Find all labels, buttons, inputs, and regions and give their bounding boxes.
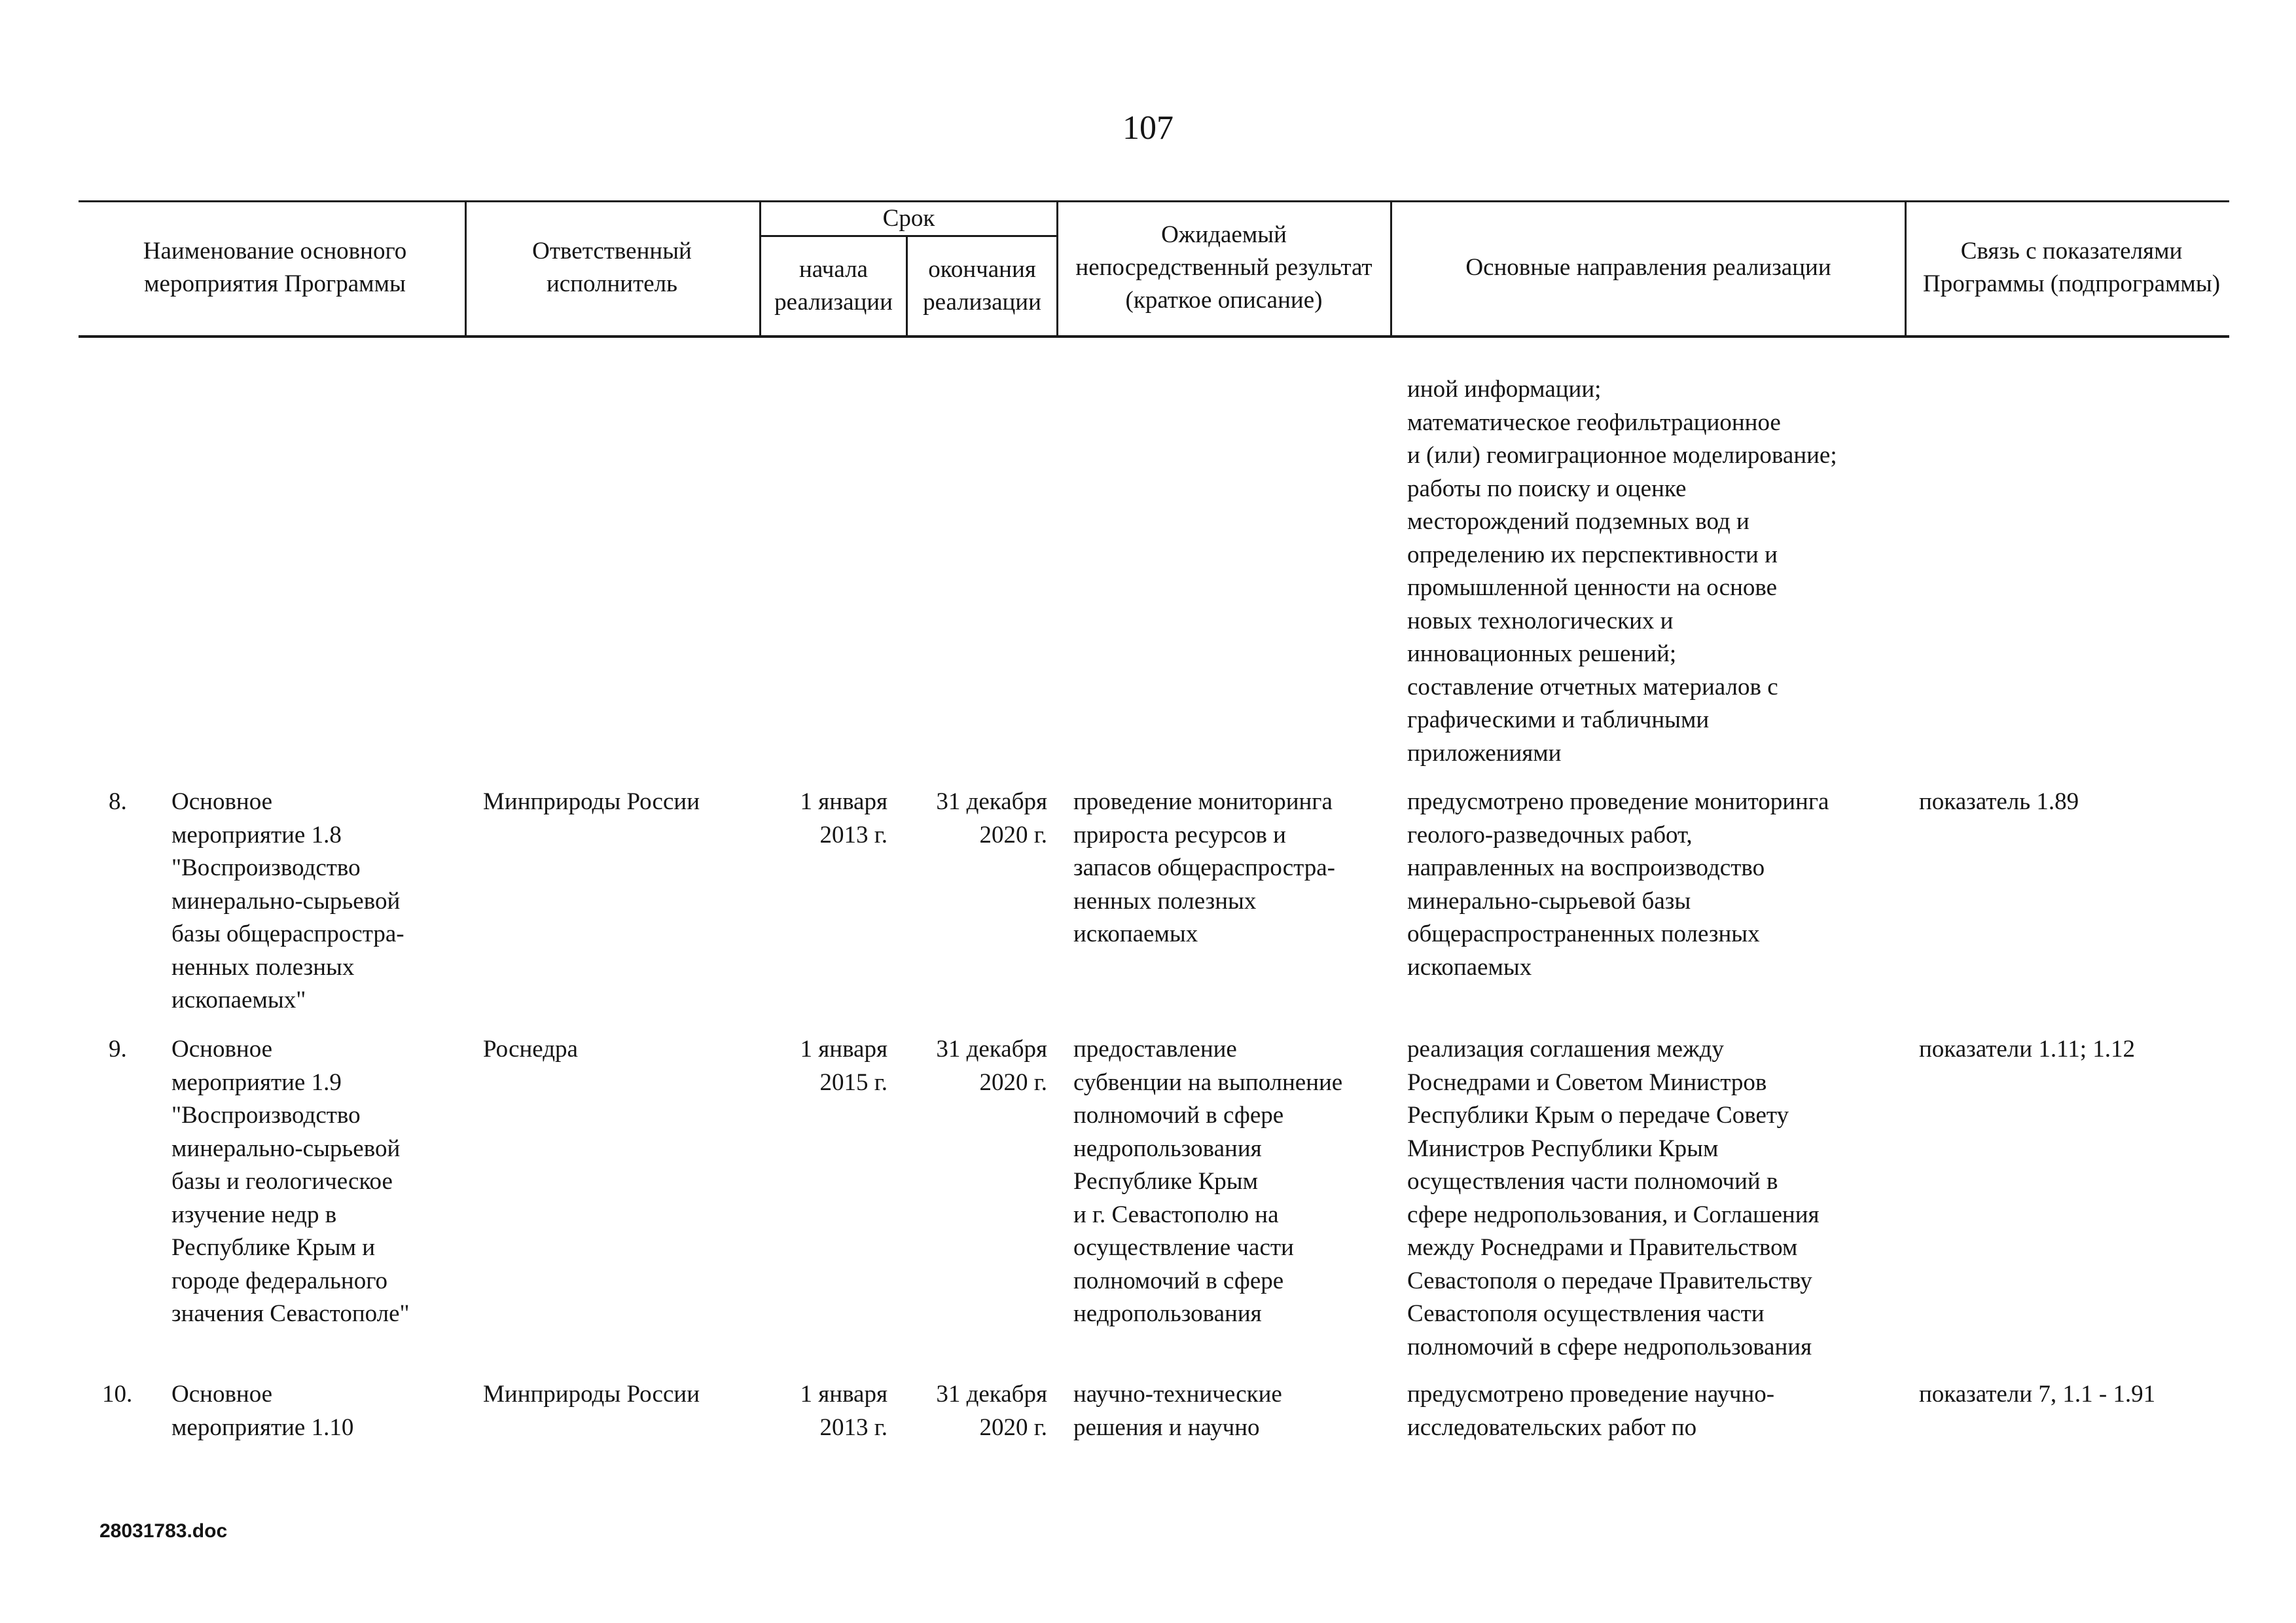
header-separator	[1056, 200, 1058, 337]
row-9-name: Основное мероприятие 1.9 "Воспроизводство минерально-сырьевой базы и геологическое изучение недр в Республике Крым и городе федерального значения Севастополе"	[171, 1036, 410, 1327]
row-8-number: 8.	[109, 788, 127, 815]
row-8-result: проведение мониторинга прироста ресурсов и запасов общераспростра- ненных полезных ископаемых	[1073, 788, 1336, 947]
header-end-column: окончания реализации	[923, 256, 1041, 316]
document-filename: 28031783.doc	[99, 1520, 228, 1542]
row-10-number: 10.	[102, 1381, 133, 1408]
row-10-indicators: показатели 7, 1.1 - 1.91	[1919, 1381, 2156, 1408]
header-link-column: Связь с показателями Программы (подпрограммы)	[1922, 238, 2221, 297]
header-separator	[465, 200, 467, 337]
row-10-start: 1 января 2013 г.	[800, 1381, 888, 1441]
row-9-directions: реализация соглашения между Роснедрами и Советом Министров Республики Крым о передаче Совету Министров Республики Крым осуществления части полномочий в сфере недропользования, и Соглашения между Роснедрами и Правительством Севастополя о передаче Правительству Севастополя осуществления части полномочий в сфере недропользования	[1407, 1036, 1820, 1360]
row-8-start: 1 января 2013 г.	[800, 788, 888, 848]
header-executor-column: Ответственный исполнитель	[532, 238, 692, 297]
row-9-number: 9.	[109, 1036, 127, 1063]
row-10-executor: Минприроды России	[483, 1381, 700, 1408]
row-8-indicators: показатель 1.89	[1919, 788, 2079, 815]
header-result-column: Ожидаемый непосредственный результат (краткое описание)	[1075, 221, 1372, 314]
row-8-executor: Минприроды России	[483, 788, 700, 815]
continuation-directions: иной информации; математическое геофильтрационное и (или) геомиграционное моделирование; работы по поиску и оценке месторождений подземных вод и определению их перспективности и промышленной ценности на основе новых технологических и инновационных решений; составление отчетных материалов с графическими и табличными приложениями	[1407, 376, 1837, 767]
row-9-indicators: показатели 1.11; 1.12	[1919, 1036, 2135, 1063]
header-directions-column: Основные направления реализации	[1465, 254, 1831, 281]
row-10-end: 31 декабря 2020 г.	[936, 1381, 1047, 1441]
header-start-column: начала реализации	[774, 256, 893, 316]
header-name-column: Наименование основного мероприятия Программы	[143, 238, 407, 297]
page-number: 107	[1122, 109, 1174, 147]
row-8-directions: предусмотрено проведение мониторинга геолого-разведочных работ, направленных на воспроизводство минерально-сырьевой базы общераспространенных полезных ископаемых	[1407, 788, 1829, 981]
row-8-end: 31 декабря 2020 г.	[936, 788, 1047, 848]
header-term-column: Срок	[882, 205, 935, 232]
row-10-directions: предусмотрено проведение научно- исследовательских работ по	[1407, 1381, 1775, 1441]
row-10-result: научно-технические решения и научно	[1073, 1381, 1282, 1441]
table-header-bottom-rule	[79, 335, 2229, 338]
header-separator	[1905, 200, 1907, 337]
row-9-end: 31 декабря 2020 г.	[936, 1036, 1047, 1096]
row-9-result: предоставление субвенции на выполнение полномочий в сфере недропользования Республике Крым и г. Севастополю на осуществление части полномочий в сфере недропользования	[1073, 1036, 1343, 1327]
row-10-name: Основное мероприятие 1.10	[171, 1381, 354, 1441]
row-9-executor: Роснедра	[483, 1036, 578, 1063]
row-8-name: Основное мероприятие 1.8 "Воспроизводство минерально-сырьевой базы общераспростра- ненных полезных ископаемых"	[171, 788, 404, 1013]
row-9-start: 1 января 2015 г.	[800, 1036, 888, 1096]
